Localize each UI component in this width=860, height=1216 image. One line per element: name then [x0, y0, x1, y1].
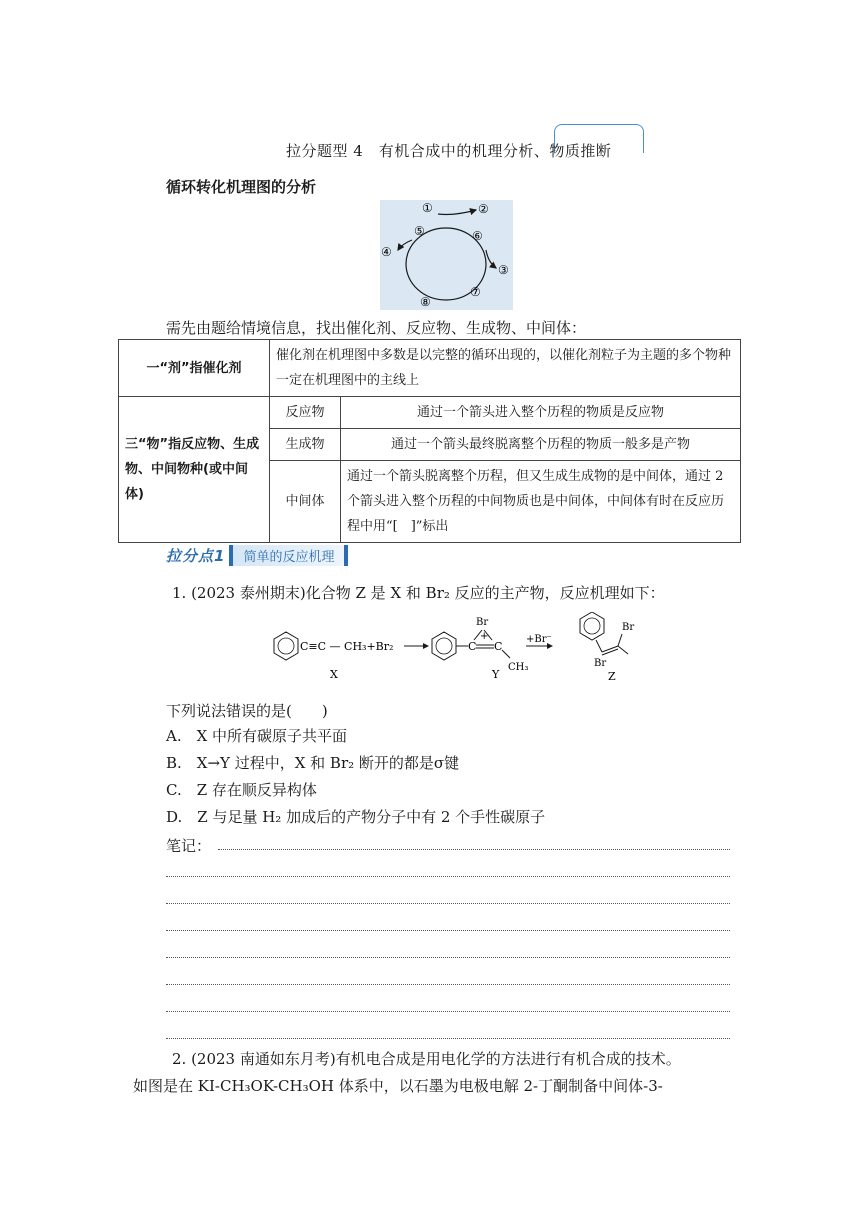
- table-subcategory: 生成物: [270, 429, 341, 461]
- notes-label: 笔记：: [166, 837, 212, 855]
- svg-text:C: C: [494, 640, 503, 653]
- arrow-out-2: [438, 210, 476, 215]
- banner-label: 拉分点1: [166, 547, 226, 565]
- table-category: 三“物”指反应物、生成物、中间物种(或中间体): [119, 397, 270, 543]
- notes-line[interactable]: [166, 930, 730, 931]
- option-c[interactable]: C. Z 存在顺反异构体: [166, 781, 317, 799]
- y-add: +Br⁻: [526, 634, 552, 645]
- question-2-line-2: 如图是在 KI-CH₃OK-CH₃OH 体系中，以石墨为电极电解 2-丁酮制备中间体-3-: [133, 1077, 663, 1095]
- notes-line[interactable]: [166, 984, 730, 985]
- node-3: ③: [498, 263, 509, 277]
- benzene-ring-z: [580, 612, 604, 640]
- table-desc: 通过一个箭头进入整个历程的物质是反应物: [341, 397, 741, 429]
- option-a[interactable]: A. X 中所有碳原子共平面: [166, 727, 348, 745]
- node-4: ④: [381, 245, 392, 259]
- notes-line[interactable]: [166, 1011, 730, 1012]
- reaction-scheme: [256, 612, 656, 690]
- node-2: ②: [478, 202, 489, 216]
- z-br-bottom: Br: [594, 658, 607, 669]
- y-label: Y: [492, 668, 500, 681]
- section-banner: [166, 545, 348, 567]
- option-d[interactable]: D. Z 与足量 H₂ 加成后的产物分子中有 2 个手性碳原子: [166, 808, 546, 826]
- y-plus: +: [480, 631, 489, 642]
- table-subcategory: 中间体: [270, 461, 341, 543]
- x-formula: C≡C — CH₃+Br₂: [300, 640, 394, 653]
- node-8: ⑧: [420, 295, 431, 309]
- banner-title: 简单的反应机理: [229, 545, 348, 566]
- y-ch3: CH₃: [508, 662, 529, 673]
- page-title: 拉分题型 4 有机合成中的机理分析、物质推断: [286, 142, 612, 160]
- question-1-ask: 下列说法错误的是( ): [166, 702, 328, 720]
- table-desc: 催化剂在机理图中多数是以完整的循环出现的，以催化剂粒子为主题的多个物种一定在机理图中的主线上: [270, 340, 741, 397]
- node-5: ⑤: [414, 224, 425, 238]
- z-label: Z: [608, 670, 616, 683]
- reaction-svg: [256, 612, 656, 690]
- table-subcategory: 反应物: [270, 397, 341, 429]
- z-br-top: Br: [622, 622, 635, 633]
- notes-line[interactable]: [218, 849, 730, 850]
- table-row: [119, 397, 741, 429]
- notes-line[interactable]: [166, 957, 730, 958]
- x-label: X: [330, 668, 338, 681]
- cycle-svg: [380, 200, 513, 310]
- option-b[interactable]: B. X→Y 过程中，X 和 Br₂ 断开的都是σ键: [166, 754, 460, 772]
- svg-text:C: C: [468, 640, 477, 653]
- arrow-out-3: [486, 250, 496, 268]
- table-row: [119, 340, 741, 397]
- notes-line[interactable]: [166, 903, 730, 904]
- node-7: ⑦: [470, 285, 481, 299]
- question-2-line-1: 2. (2023 南通如东月考)有机电合成是用电化学的方法进行有机合成的技术。: [172, 1050, 681, 1068]
- cycle-mechanism-diagram: [380, 200, 513, 310]
- intro-text: 需先由题给情境信息，找出催化剂、反应物、生成物、中间体：: [166, 319, 587, 337]
- y-br: Br: [476, 617, 489, 628]
- node-1: ①: [422, 201, 433, 215]
- table-desc: 通过一个箭头脱离整个历程，但又生成生成物的是中间体，通过 2 个箭头进入整个历程的中间物质也是中间体，中间体有时在反应历程中用“[ ]”标出: [341, 461, 741, 543]
- table-desc: 通过一个箭头最终脱离整个历程的物质一般多是产物: [341, 429, 741, 461]
- table-category: 一“剂”指催化剂: [119, 340, 270, 397]
- question-1-stem: 1. (2023 泰州期末)化合物 Z 是 X 和 Br₂ 反应的主产物，反应机理如下：: [172, 584, 665, 602]
- node-6: ⑥: [472, 229, 483, 243]
- mechanism-table: [118, 339, 741, 543]
- section-heading: 循环转化机理图的分析: [166, 178, 317, 196]
- notes-line[interactable]: [166, 1038, 730, 1039]
- notes-line[interactable]: [166, 876, 730, 877]
